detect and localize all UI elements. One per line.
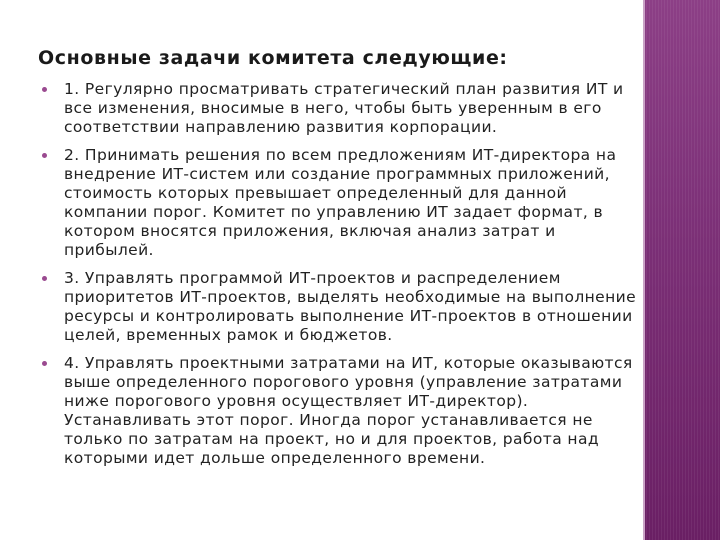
list-item-text: 2. Принимать решения по всем предложениям ИТ-директора на внедрение ИТ-систем или создание программных приложений, стоимость которых превышает определенный для данной компании порог. Комитет по управлению ИТ задает формат, в котором вносятся приложения, включая анализ затрат и прибылей. bbox=[64, 146, 617, 259]
bullet-dot-icon bbox=[42, 153, 47, 158]
list-item bbox=[42, 354, 642, 468]
decorative-side-band bbox=[643, 0, 720, 540]
bullet-dot-icon bbox=[42, 276, 47, 281]
list-item-text: 4. Управлять проектными затратами на ИТ, которые оказываются выше определенного порогового уровня (управление затратами ниже порогового уровня осуществляет ИТ-директор). Устанавливать этот порог. Иногда порог устанавливается не только по затратам на проект, но и для проектов, работа над которыми идет дольше определенного времени. bbox=[64, 354, 633, 467]
list-item-text: 1. Регулярно просматривать стратегический план развития ИТ и все изменения, вносимые в него, чтобы быть уверенным в его соответствии направлению развития корпорации. bbox=[64, 80, 624, 136]
list-item bbox=[42, 269, 642, 345]
side-band-edge bbox=[643, 0, 645, 540]
bullet-dot-icon bbox=[42, 361, 47, 366]
slide-title: Основные задачи комитета следующие: bbox=[38, 47, 508, 69]
list-item-text: 3. Управлять программой ИТ-проектов и распределением приоритетов ИТ-проектов, выделять необходимые на выполнение ресурсы и контролировать выполнение ИТ-проектов в отношении целей, временных рамок и бюджетов. bbox=[64, 269, 637, 344]
bullet-list bbox=[42, 80, 642, 477]
bullet-dot-icon bbox=[42, 87, 47, 92]
list-item bbox=[42, 80, 642, 137]
list-item bbox=[42, 146, 642, 260]
